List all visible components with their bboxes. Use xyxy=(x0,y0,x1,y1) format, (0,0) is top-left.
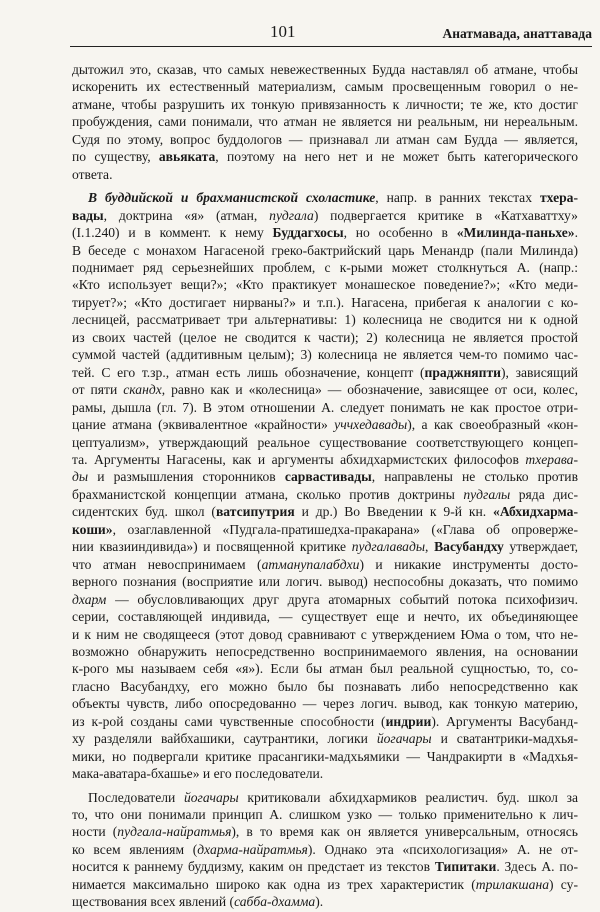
text-line xyxy=(72,748,578,765)
emphasized-term: скандх xyxy=(123,382,162,398)
text-run: из своих частей (целое не сводится к части); 2) колесница не является простой xyxy=(72,329,578,345)
page-number: 101 xyxy=(270,22,296,41)
text-run: тей. С его т.зр., атман есть лишь обозначение, концепт ( xyxy=(72,364,425,380)
text-line xyxy=(72,381,578,398)
emphasized-term: «Милинда-паньхе» xyxy=(456,225,575,241)
text-run: пробуждения, сами понимали, что атман не является ни реальным, ни нереальным. xyxy=(72,114,578,130)
text-run: носится к раннему буддизму, каким он предстает из текстов xyxy=(72,859,435,875)
text-line xyxy=(72,364,578,381)
text-line xyxy=(72,207,578,224)
text-run: ности ( xyxy=(72,824,118,840)
text-line xyxy=(72,876,578,893)
text-run: Последователи xyxy=(88,789,184,805)
text-line xyxy=(72,858,578,875)
emphasized-term: йогачары xyxy=(376,731,432,747)
emphasized-term: сарвастивады xyxy=(284,469,372,485)
text-run: брахманистской концепции атмана, сколько против доктрины xyxy=(72,486,464,502)
emphasized-term: йогачары xyxy=(183,789,239,805)
text-line xyxy=(72,521,578,538)
text-line xyxy=(72,626,578,643)
text-run: и сватантрики-мадхья- xyxy=(431,731,578,747)
text-run: гласно Васубандху, его можно было бы познавать либо непосредственно как xyxy=(72,678,578,694)
text-run: , доктрина «я» (атман, xyxy=(103,207,270,223)
emphasized-term: пудгала-найратмья xyxy=(117,824,232,840)
text-line xyxy=(72,166,578,183)
text-line xyxy=(72,259,578,276)
text-line xyxy=(72,643,578,660)
text-line xyxy=(72,660,578,677)
emphasized-term: сабба-дхамма xyxy=(234,894,316,910)
running-title: Анатмавада, анаттавада xyxy=(442,26,592,41)
emphasized-term: дхарма-найратмья xyxy=(197,841,308,857)
text-run: ряда дис- xyxy=(510,486,578,502)
article-text xyxy=(72,61,578,911)
text-run: тирует?»; «Кто достигает нирваны?» и т.п.). Нагасена, прибегая к аналогии с ко- xyxy=(72,294,578,310)
text-run: дытожил это, сказав, что самых невежественных Будда наставлял об атмане, чтобы xyxy=(72,62,578,77)
text-run: В беседе с монахом Нагасеной греко-бактрийский царь Менандр (пали Милинда) xyxy=(72,242,578,258)
text-run: ), зависящий xyxy=(500,364,579,380)
text-run: , равно как и «колесница» — обозначение, зависящее от оси, колес, xyxy=(161,382,578,398)
text-run: искоренить их естественный материализм, самым просвещенным говорил о не- xyxy=(72,79,578,95)
text-line xyxy=(72,486,578,503)
emphasized-term: Васубандху xyxy=(434,539,504,555)
page-header xyxy=(70,22,592,48)
text-line xyxy=(72,78,578,95)
text-run: . xyxy=(574,225,578,241)
text-run: поднимает ряд серьезнейших проблем, с к-рыми может столкнуться А. (напр.: xyxy=(72,259,578,275)
text-line xyxy=(72,416,578,433)
text-line xyxy=(72,329,578,346)
text-line xyxy=(72,61,578,78)
text-line xyxy=(72,730,578,747)
text-run: сидентских буд. школ ( xyxy=(72,504,216,520)
text-line xyxy=(72,893,578,910)
text-line xyxy=(72,276,578,293)
text-line xyxy=(72,434,578,451)
text-run: ). xyxy=(315,894,324,910)
emphasized-term: ватсипутрия xyxy=(215,504,295,520)
text-line xyxy=(72,608,578,625)
emphasized-term: В буддийской и брахманистской схоластике xyxy=(88,190,376,206)
text-run: ответа. xyxy=(72,166,113,182)
text-run: серии, составляющей индивида, — существует еще и нечто, их объединяющее xyxy=(72,609,578,625)
text-run: , озаглавленной «Пудгала-пратишедха-пракарана» («Глава об опроверже- xyxy=(112,521,578,537)
text-line xyxy=(72,96,578,113)
text-line xyxy=(72,765,578,782)
text-run: то, что они понимали принцип А. слишком узко — только применительно к лич- xyxy=(72,807,578,823)
text-run: ). Аргументы Васубанд- xyxy=(431,713,578,729)
text-run: ) подвергается критике в «Катхаваттху» xyxy=(313,207,578,223)
text-line xyxy=(72,148,578,165)
text-run: та. Аргументы Нагасены, как и аргументы абхидхармистских философов xyxy=(72,451,526,467)
text-line xyxy=(72,346,578,363)
text-run: нимается максимально широко как одна из трех характеристик ( xyxy=(72,876,476,892)
text-run: цание атмана (эквивалентное «крайности» xyxy=(72,417,335,433)
text-line xyxy=(72,556,578,573)
text-line xyxy=(72,399,578,416)
text-run: по существу, xyxy=(72,149,159,165)
emphasized-term: ды xyxy=(72,469,89,485)
text-run: , направлены не столько против xyxy=(371,469,578,485)
text-run: нии квазииндивида») и посвященной критике xyxy=(72,539,352,555)
text-line xyxy=(72,823,578,840)
emphasized-term: авьяката xyxy=(158,149,216,165)
emphasized-term: тхера- xyxy=(539,190,578,206)
text-run: мики, но подвергали критике прасангики-мадхьямики — Чандракирти в «Мадхья- xyxy=(72,748,578,764)
emphasized-term: индрии xyxy=(385,713,432,729)
text-line xyxy=(72,713,578,730)
text-run: ). Однако эта «психологизация» А. не от- xyxy=(307,841,578,857)
header-rule xyxy=(70,46,592,47)
text-run: верного познания (восприятие или логич. вывод) неспособны доказать, что помимо xyxy=(72,574,578,590)
text-line xyxy=(72,678,578,695)
text-run: рамы, дышла (гл. 7). В этом отношении А. следует понимать не как простое отри- xyxy=(72,399,578,415)
text-run: и размышления сторонников xyxy=(88,469,285,485)
text-line xyxy=(72,503,578,520)
text-run: — обусловливающих друг друга атомарных событий потока психофизич. xyxy=(106,591,578,607)
text-run: ко всем явлениям ( xyxy=(72,841,198,857)
text-line xyxy=(72,538,578,555)
text-run: ), в то время как он является универсальным, относясь xyxy=(231,824,578,840)
text-run: лесницей, рассматривает три альтернативы: 1) колесница не сводится ни к одной xyxy=(72,312,578,328)
text-run: мака-аватара-бхашье» и его последователи. xyxy=(72,766,324,782)
text-line xyxy=(72,294,578,311)
text-line xyxy=(72,789,578,806)
text-run: , но особенно в xyxy=(343,225,457,241)
text-line xyxy=(72,591,578,608)
emphasized-term: Типитаки xyxy=(434,859,497,875)
text-line xyxy=(72,695,578,712)
text-run: «Кто использует вещи?»; «Кто практикует монашеское поведение?»; «Кто меди- xyxy=(72,277,578,293)
emphasized-term: праджняпти xyxy=(424,364,501,380)
text-run: цептуализм», утверждающий реальное существование соответствующего концеп- xyxy=(72,434,578,450)
text-run: , поэтому на него нет и не может быть категорического xyxy=(215,149,578,165)
text-run: ху разделяли вайбхашики, саутрантики, логики xyxy=(72,731,377,747)
text-run: из к-рой созданы сами чувственные способности ( xyxy=(72,713,386,729)
text-line xyxy=(72,573,578,590)
text-line xyxy=(72,224,578,241)
text-line xyxy=(72,806,578,823)
text-run: утверждает, xyxy=(503,539,579,555)
emphasized-term: пудгалы xyxy=(463,486,511,502)
text-line xyxy=(72,131,578,148)
text-run: атмане, чтобы разрушить их тонкую привязанность к личности; те же, кто достиг xyxy=(72,96,578,112)
text-run: к-рого мы называем себя «я»). Если бы атман был реальной сущностью, то, со- xyxy=(72,661,578,677)
text-run: от пяти xyxy=(72,382,124,398)
text-run: , напр. в ранних текстах xyxy=(375,190,540,206)
emphasized-term: пудгала xyxy=(269,207,314,223)
emphasized-term: Буддагхосы xyxy=(272,225,344,241)
text-line xyxy=(72,189,578,206)
text-run: и к ним не сводящееся (этот довод сравнивают с утверждением Юма о том, что не- xyxy=(72,626,578,642)
text-line xyxy=(72,311,578,328)
text-line xyxy=(72,451,578,468)
text-run: критиковали абхидхармиков реалистич. буд. школ за xyxy=(238,789,578,805)
text-run: возможно обнаружить непосредственно воспринимаемого явления, на основании xyxy=(72,643,578,659)
text-line xyxy=(72,468,578,485)
emphasized-term: атманупалабдхи xyxy=(261,556,360,572)
text-run: ) и никакие инструменты досто- xyxy=(359,556,578,572)
emphasized-term: тхерава- xyxy=(525,451,578,467)
text-run: ), а как своеобразный «кон- xyxy=(407,417,578,433)
text-run: Судя по этому, вопрос буддологов — признавал ли атман сам Будда — является, xyxy=(72,131,578,147)
emphasized-term: трилакшана xyxy=(475,876,550,892)
text-line xyxy=(72,242,578,259)
text-run: суммой частей (аддитивным целым); 3) колесница не является чем-то помимо час- xyxy=(72,347,578,363)
text-run: (I.1.240) и в коммент. к нему xyxy=(72,225,273,241)
text-run: ществования всех явлений ( xyxy=(72,894,235,910)
text-run: , xyxy=(425,539,435,555)
text-line xyxy=(72,113,578,130)
emphasized-term: пудгалавады xyxy=(351,539,426,555)
text-run: . Здесь А. по- xyxy=(496,859,578,875)
text-line xyxy=(72,841,578,858)
text-run: объекты чувств, либо опосредованно — через логич. вывод, как тонкую материю, xyxy=(72,696,578,712)
emphasized-term: уччхедавады xyxy=(334,417,408,433)
text-run: ) су- xyxy=(549,876,578,892)
emphasized-term: «Абхидхарма- xyxy=(493,504,578,520)
text-run: и др.) Во Введении к 9-й кн. xyxy=(294,504,494,520)
text-run: что атман невоспринимаем ( xyxy=(72,556,262,572)
emphasized-term: дхарм xyxy=(72,591,107,607)
emphasized-term: вады xyxy=(72,207,104,223)
emphasized-term: коши» xyxy=(72,521,113,537)
